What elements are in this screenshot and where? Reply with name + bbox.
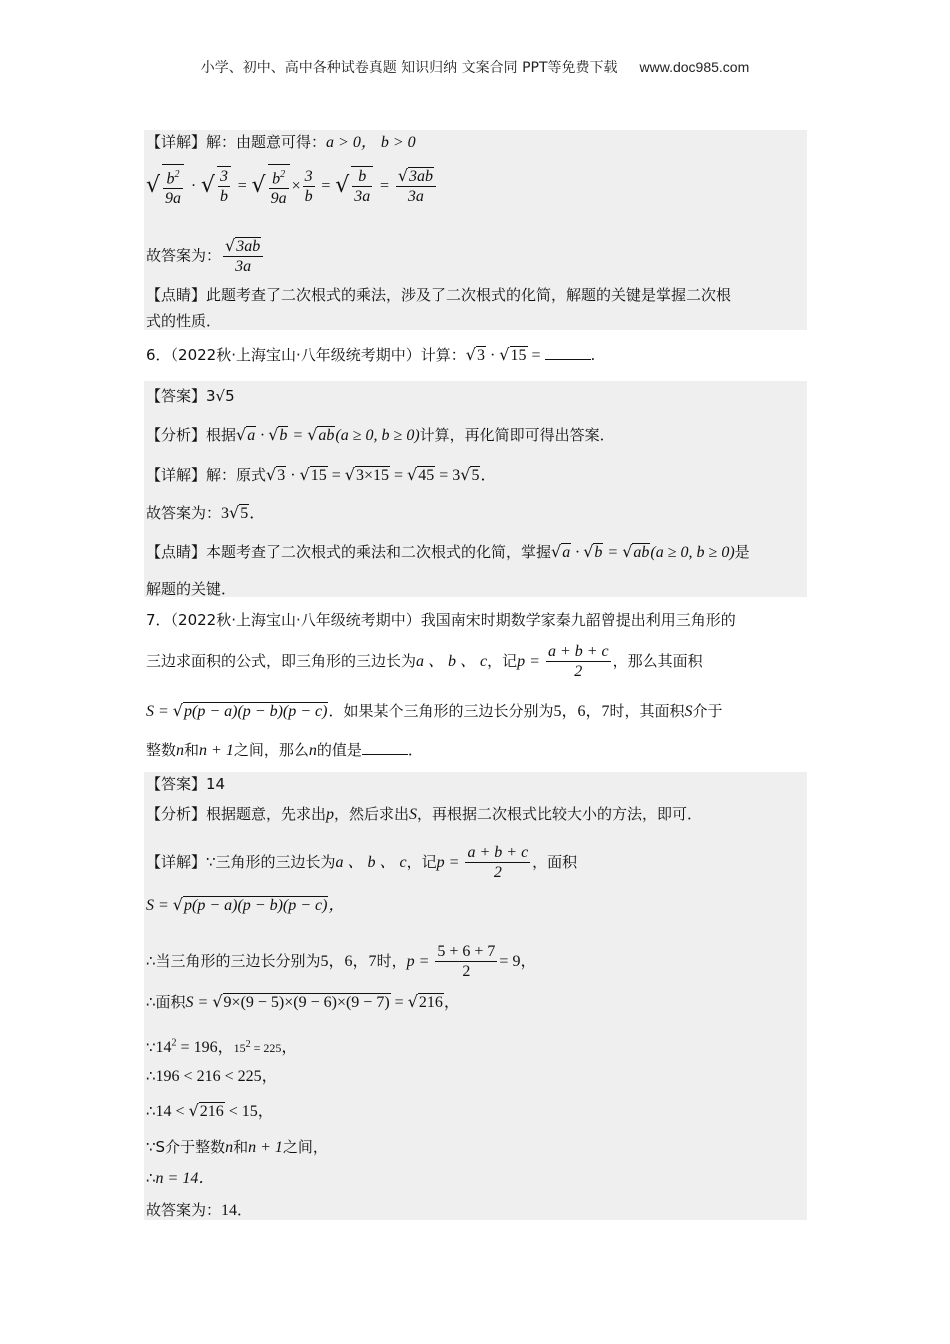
q5-formula: √ $\frac{b^2}{9a}$ · √ $\frac{3}{b}$ = √ $\frac{b^2}{9a}$ × $\frac{3}{b}$ = √ $\frac{b}{3a}$ = $\frac{√3ab}{3a}$: [146, 164, 438, 208]
q7-step-n: ∴n = 14．: [146, 1169, 215, 1187]
solution-block-6: [144, 381, 807, 597]
q7-step-area: ∴面积S = √9×(9 − 5)×(9 − 6)×(9 − 7) = √216，: [146, 992, 460, 1011]
q6-comment-2: 解题的关键．: [146, 580, 237, 598]
q7-step-between: ∵S介于整数n和n + 1之间，: [146, 1138, 328, 1156]
q7-step-root: ∴14 < √216 < 15，: [146, 1101, 274, 1120]
q5-comment-2: 式的性质．: [146, 312, 222, 330]
q5-comment-1: 【点睛】此题考查了二次根式的乘法，涉及了二次根式的化简，解题的关键是掌握二次根: [146, 286, 732, 304]
q6-question: 6．（2022秋·上海宝山·八年级统考期中）计算：√3 · √15 = .: [146, 345, 596, 364]
page-header: [0, 57, 950, 77]
q7-answer: 【答案】14: [146, 775, 226, 793]
q7-analysis: 【分析】根据题意，先求出p，然后求出S，再根据二次根式比较大小的方法，即可．: [146, 805, 703, 823]
q7-line-2: 三边求面积的公式，即三角形的三边长为a 、 b 、 c，记p = $\frac{a + b + c}{2}$ ，那么其面积: [146, 643, 703, 680]
q5-answer: 故答案为： $\frac{√3ab}{3a}$: [146, 236, 265, 276]
q7-step-p: ∴当三角形的三边长分别为5，6，7时，p = $\frac{5 + 6 + 7}{2}$ = 9，: [146, 943, 537, 980]
q7-formula: S = √p(p − a)(p − b)(p − c)，: [146, 895, 345, 914]
q6-final: 故答案为：3√5．: [146, 503, 266, 522]
q5-detail: 【详解】解：由题意可得：a > 0， b > 0: [146, 133, 416, 151]
q7-line-4: 整数n和n + 1之间，那么n的值是 ．: [146, 741, 423, 759]
q7-step-squares: $\because 14^2 = 196$，$15^2 = 225$，: [146, 1038, 298, 1057]
q7-detail: 【详解】∵三角形的三边长为a 、 b 、 c，记p = $\frac{a + b + c}{2}$ ，面积: [146, 844, 578, 881]
q7-step-compare: ∴196 < 216 < 225，: [146, 1067, 278, 1085]
q7-line-1: 7．（2022秋·上海宝山·八年级统考期中）我国南宋时期数学家秦九韶曾提出利用三角形的: [146, 611, 736, 629]
header-title: 小学、初中、高中各种试卷真题 知识归纳 文案合同 PPT等免费下载: [200, 60, 618, 76]
q7-final: 故答案为：14．: [146, 1201, 253, 1219]
q6-comment-1: 【点睛】本题考查了二次根式的乘法和二次根式的化简，掌握√a · √b = √ab(a ≥ 0, b ≥ 0)是: [146, 542, 750, 561]
q6-detail: 【详解】解：原式√3 · √15 = √3×15 = √45 = 3√5．: [146, 465, 497, 484]
q7-line-3: S = √p(p − a)(p − b)(p − c)．如果某个三角形的三边长分别为5，6，7时，其面积S介于: [146, 701, 723, 720]
header-site: www.doc985.com: [639, 59, 750, 75]
q6-answer: 【答案】3√5: [146, 387, 235, 405]
q6-analysis: 【分析】根据√a · √b = √ab(a ≥ 0, b ≥ 0)计算，再化简即可得出答案．: [146, 425, 615, 444]
